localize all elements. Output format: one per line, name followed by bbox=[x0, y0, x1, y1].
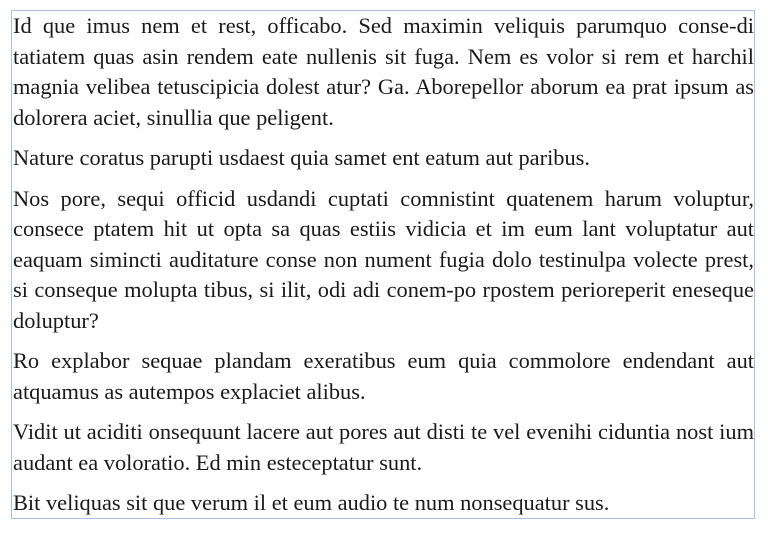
paragraph: Vidit ut aciditi onsequunt lacere aut pores aut disti te vel evenihi ciduntia nost ium audant ea voloratio. Ed min esteceptatur sunt. bbox=[13, 419, 754, 475]
paragraph: Ro explabor sequae plandam exeratibus eum quia commolore endendant aut atquamus as autempos explaciet alibus. bbox=[13, 348, 754, 404]
frame-content bbox=[12, 11, 754, 519]
paragraph: Id que imus nem et rest, officabo. Sed maximin veliquis parumquo conse-di tatiatem quas asin rendem eate nullenis sit fuga. Nem es volor si rem et harchil magnia velibea tetuscipicia dolest atur? Ga. Aborepellor aborum ea prat ipsum as dolorera aciet, sinullia que peligent. bbox=[13, 13, 754, 130]
paragraph: Nos pore, sequi officid usdandi cuptati comnistint quatenem harum voluptur, consece ptatem hit ut opta sa quas estiis vidicia et im eum lant voluptatur aut eaquam simincti auditature conse non nument fugia dolo testinulpa volecte prest, si conseque molupta tibus, si ilit, odi adi conem-po rpostem perioreperit eneseque doluptur? bbox=[13, 185, 754, 333]
text-frame[interactable] bbox=[11, 10, 755, 519]
paragraph: Bit veliquas sit que verum il et eum audio te num nonsequatur sus. bbox=[13, 490, 610, 515]
paragraph: Nature coratus parupti usdaest quia samet ent eatum aut paribus. bbox=[13, 145, 590, 170]
